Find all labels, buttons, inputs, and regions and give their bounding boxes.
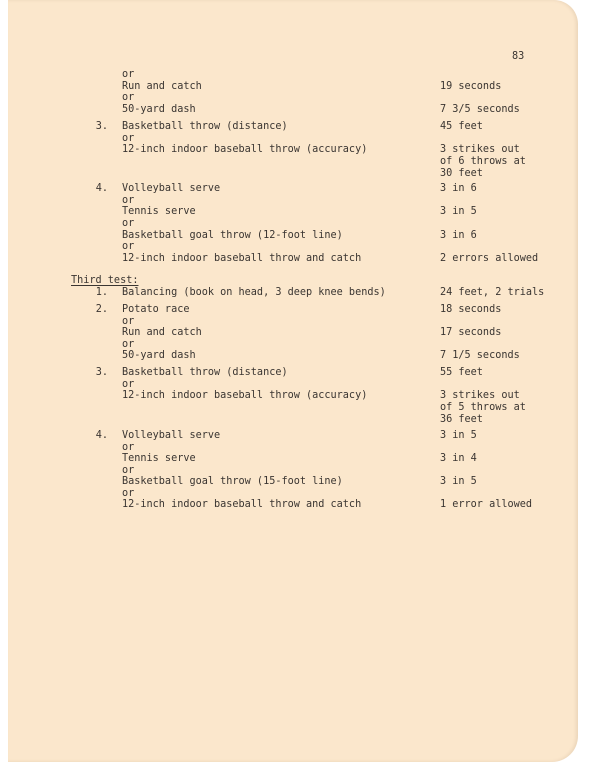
- standard-value: 24 feet, 2 trials: [440, 287, 545, 298]
- standard-value: 3 in 6: [440, 183, 477, 194]
- test-name: Basketball throw (distance): [122, 121, 288, 132]
- or-separator: or: [122, 442, 135, 453]
- standard-value: of 6 throws at: [440, 156, 526, 167]
- standard-value: of 5 throws at: [440, 402, 526, 413]
- test-name: 12-inch indoor baseball throw and catch: [122, 253, 362, 264]
- item-number: 2.: [95, 304, 108, 315]
- item-number: 4.: [95, 430, 108, 441]
- test-name: Basketball goal throw (12-foot line): [122, 230, 343, 241]
- or-separator: or: [122, 316, 135, 327]
- standard-value: 19 seconds: [440, 81, 502, 92]
- or-separator: or: [122, 488, 135, 499]
- or-separator: or: [122, 218, 135, 229]
- standard-value: 3 in 6: [440, 230, 477, 241]
- item-number: 3.: [95, 367, 108, 378]
- or-separator: or: [122, 465, 135, 476]
- test-name: Balancing (book on head, 3 deep knee bends): [122, 287, 386, 298]
- test-name: 50-yard dash: [122, 350, 196, 361]
- standard-value: 17 seconds: [440, 327, 502, 338]
- test-name: Volleyball serve: [122, 183, 221, 194]
- or-separator: or: [122, 195, 135, 206]
- item-number: 3.: [95, 121, 108, 132]
- standard-value: 1 error allowed: [440, 499, 533, 510]
- or-separator: or: [122, 69, 135, 80]
- standard-value: 18 seconds: [440, 304, 502, 315]
- or-separator: or: [122, 379, 135, 390]
- standard-value: 7 1/5 seconds: [440, 350, 520, 361]
- test-name: Basketball throw (distance): [122, 367, 288, 378]
- or-separator: or: [122, 339, 135, 350]
- test-name: Run and catch: [122, 327, 202, 338]
- standard-value: 36 feet: [440, 414, 483, 425]
- standard-value: 30 feet: [440, 168, 483, 179]
- or-separator: or: [122, 133, 135, 144]
- test-name: Basketball goal throw (15-foot line): [122, 476, 343, 487]
- document-page: [8, 0, 578, 762]
- item-number: 4.: [95, 183, 108, 194]
- test-name: Tennis serve: [122, 206, 196, 217]
- standard-value: 3 strikes out: [440, 390, 520, 401]
- test-name: 12-inch indoor baseball throw and catch: [122, 499, 362, 510]
- page-number: 83: [512, 51, 525, 62]
- standard-value: 55 feet: [440, 367, 483, 378]
- test-name: 50-yard dash: [122, 104, 196, 115]
- standard-value: 3 strikes out: [440, 144, 520, 155]
- standard-value: 7 3/5 seconds: [440, 104, 520, 115]
- test-name: Potato race: [122, 304, 190, 315]
- test-name: Tennis serve: [122, 453, 196, 464]
- or-separator: or: [122, 92, 135, 103]
- test-name: 12-inch indoor baseball throw (accuracy): [122, 144, 368, 155]
- or-separator: or: [122, 241, 135, 252]
- standard-value: 3 in 4: [440, 453, 477, 464]
- test-name: 12-inch indoor baseball throw (accuracy): [122, 390, 368, 401]
- test-name: Volleyball serve: [122, 430, 221, 441]
- item-number: 1.: [95, 287, 108, 298]
- standard-value: 3 in 5: [440, 206, 477, 217]
- test-name: Run and catch: [122, 81, 202, 92]
- standard-value: 3 in 5: [440, 476, 477, 487]
- standard-value: 45 feet: [440, 121, 483, 132]
- standard-value: 2 errors allowed: [440, 253, 539, 264]
- section-heading: Third test:: [71, 275, 139, 286]
- standard-value: 3 in 5: [440, 430, 477, 441]
